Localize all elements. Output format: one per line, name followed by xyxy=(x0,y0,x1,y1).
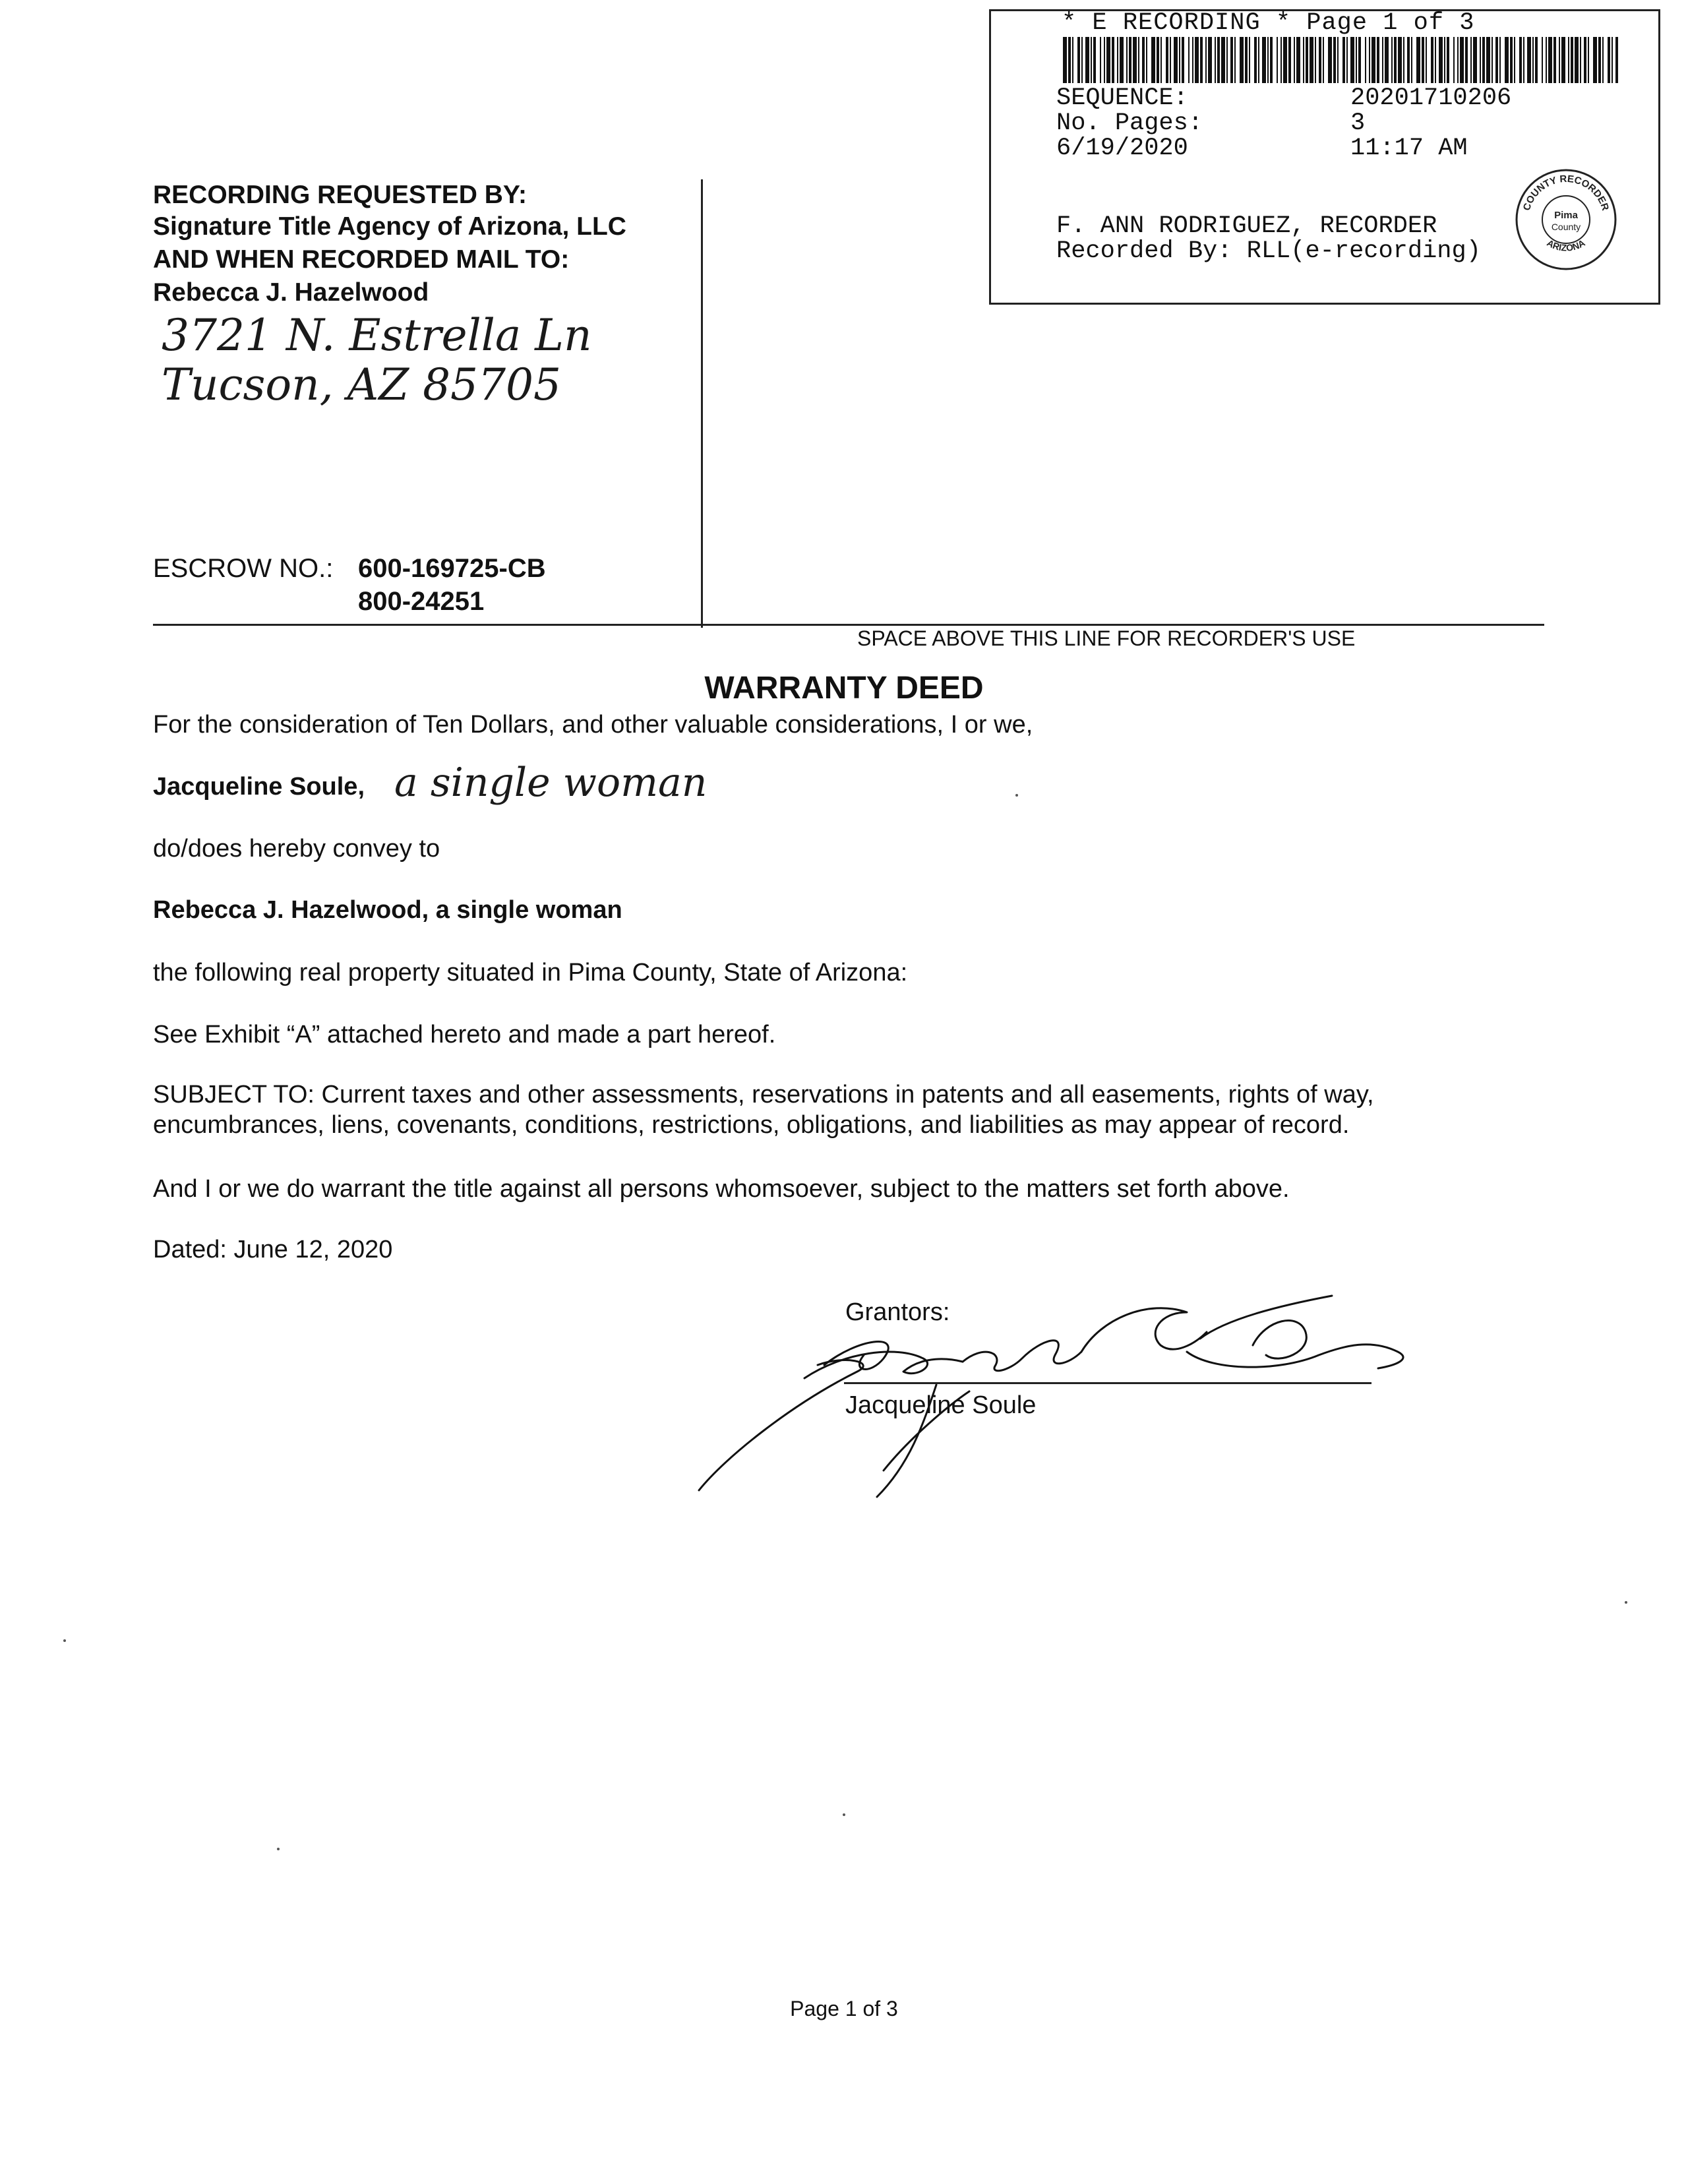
barcode-bar xyxy=(1470,37,1472,83)
barcode-bar xyxy=(1270,37,1273,83)
barcode-bar xyxy=(1608,37,1610,83)
barcode-bar xyxy=(1568,37,1569,83)
barcode-bar xyxy=(1559,37,1560,83)
barcode-bar xyxy=(1315,37,1316,83)
barcode-bar xyxy=(1091,37,1092,83)
stamp-recorded-by: Recorded By: RLL(e-recording) xyxy=(1056,237,1481,265)
barcode-bar xyxy=(1377,37,1379,83)
barcode-bar xyxy=(1157,37,1159,83)
barcode-bar xyxy=(1188,37,1190,83)
seal-center-line2: County xyxy=(1551,222,1581,232)
scan-speck xyxy=(277,1848,280,1850)
barcode-bar xyxy=(1505,37,1509,83)
exhibit-text: See Exhibit “A” attached hereto and made a part hereof. xyxy=(153,1021,776,1048)
seal-bottom-text: ARIZONA xyxy=(1545,237,1587,253)
barcode-bar xyxy=(1403,37,1404,83)
barcode-bar xyxy=(1077,37,1080,83)
handwritten-address-line1: 3721 N. Estrella Ln xyxy=(162,310,592,361)
barcode-bar xyxy=(1240,37,1244,83)
barcode-bar xyxy=(1465,37,1468,83)
barcode-bar xyxy=(1394,37,1397,83)
barcode-bar xyxy=(1358,37,1361,83)
dated-text: Dated: June 12, 2020 xyxy=(153,1236,393,1263)
barcode-bar xyxy=(1519,37,1522,83)
barcode-bar xyxy=(1068,37,1071,83)
barcode-bar xyxy=(1081,37,1083,83)
barcode-bar xyxy=(1166,37,1168,83)
barcode-bar xyxy=(1217,37,1220,83)
barcode-bar xyxy=(1593,37,1597,83)
barcode-bar xyxy=(1499,37,1501,83)
stamp-time: 11:17 AM xyxy=(1350,135,1468,162)
barcode-bar xyxy=(1106,37,1110,83)
barcode-bar xyxy=(1117,37,1118,83)
barcode-bar xyxy=(1283,37,1287,83)
barcode-bar xyxy=(1553,37,1556,83)
barcode-bar xyxy=(1296,37,1300,83)
seal-top-text: COUNTY RECORDER xyxy=(1521,173,1612,212)
barcode-bar xyxy=(1473,37,1477,83)
stamp-date: 6/19/2020 xyxy=(1056,135,1188,162)
barcode-bar xyxy=(1093,37,1096,83)
barcode-bar xyxy=(1342,37,1345,83)
barcode-bar xyxy=(1254,37,1257,83)
barcode-bar xyxy=(1588,37,1589,83)
property-text: the following real property situated in Pima County, State of Arizona: xyxy=(153,959,908,986)
barcode-bar xyxy=(1391,37,1393,83)
warrant-text: And I or we do warrant the title against all persons whomsoever, subject to the matters set forth above. xyxy=(153,1175,1290,1203)
barcode-bar xyxy=(1205,37,1207,83)
grantor-name xyxy=(153,772,365,802)
barcode-bar xyxy=(1365,37,1366,83)
barcode-bar xyxy=(1182,37,1184,83)
barcode-bar xyxy=(1319,37,1321,83)
barcode-bar xyxy=(1457,37,1459,83)
barcode-bar xyxy=(1407,37,1410,83)
barcode-bar xyxy=(1208,37,1212,83)
scan-speck xyxy=(63,1639,66,1642)
barcode-bar xyxy=(1085,37,1089,83)
barcode-bar xyxy=(1063,37,1067,83)
barcode-bar xyxy=(1226,37,1228,83)
barcode-bar xyxy=(1126,37,1128,83)
barcode-bar xyxy=(1245,37,1248,83)
escrow-number-2: 800-24251 xyxy=(358,587,485,616)
recorder-space-note: SPACE ABOVE THIS LINE FOR RECORDER'S USE xyxy=(857,626,1356,650)
barcode-bar xyxy=(1262,37,1266,83)
barcode-bar xyxy=(1411,37,1412,83)
barcode-bar xyxy=(1350,37,1354,83)
barcode-bar xyxy=(1416,37,1420,83)
page-number: Page 1 of 3 xyxy=(790,1997,898,2020)
barcode-bar xyxy=(1571,37,1573,83)
barcode-bar xyxy=(1447,37,1449,83)
barcode-bar xyxy=(1486,37,1490,83)
barcode-bar xyxy=(1382,37,1383,83)
barcode-bar xyxy=(1514,37,1515,83)
barcode-bar xyxy=(1422,37,1424,83)
barcode-bar xyxy=(1492,37,1493,83)
barcode-bar xyxy=(1333,37,1336,83)
barcode-bar xyxy=(1328,37,1332,83)
barcode-bar xyxy=(1431,37,1433,83)
barcode-bar xyxy=(1323,37,1324,83)
scan-speck xyxy=(1625,1601,1627,1604)
barcode xyxy=(1063,37,1618,83)
grantee-name: Rebecca J. Hazelwood, a single woman xyxy=(153,896,622,924)
barcode-bar xyxy=(1460,37,1464,83)
barcode-bar xyxy=(1444,37,1445,83)
stamp-sequence-label: SEQUENCE: xyxy=(1056,84,1188,112)
stamp-recorder: F. ANN RODRIGUEZ, RECORDER xyxy=(1056,212,1437,240)
barcode-bar xyxy=(1129,37,1131,83)
vertical-divider xyxy=(701,179,703,628)
barcode-bar xyxy=(1310,37,1313,83)
barcode-bar xyxy=(1356,37,1357,83)
grantor-printed-name: Jacqueline Soule xyxy=(845,1391,1037,1419)
stamp-header: * E RECORDING * Page 1 of 3 xyxy=(1062,9,1475,37)
grantor-name-text: Jacqueline Soule xyxy=(153,773,358,801)
barcode-bar xyxy=(1346,37,1348,83)
deed-title: WARRANTY DEED xyxy=(704,671,984,706)
barcode-bar xyxy=(1561,37,1565,83)
barcode-bar xyxy=(1174,37,1178,83)
barcode-bar xyxy=(1482,37,1485,83)
grantor-comma: , xyxy=(357,773,365,801)
stamp-sequence-value: 20201710206 xyxy=(1350,84,1512,112)
barcode-bar xyxy=(1230,37,1233,83)
scan-speck xyxy=(1015,794,1018,797)
barcode-bar xyxy=(1527,37,1531,83)
barcode-bar xyxy=(1612,37,1613,83)
barcode-bar xyxy=(1306,37,1308,83)
barcode-bar xyxy=(1542,37,1543,83)
barcode-bar xyxy=(1535,37,1538,83)
grantor-handwritten-status: a single woman xyxy=(394,760,708,806)
subject-to-line2: encumbrances, liens, covenants, conditions, restrictions, obligations, and liabilities as may appear of record. xyxy=(153,1111,1350,1139)
requested-by-agency: Signature Title Agency of Arizona, LLC xyxy=(153,212,626,241)
barcode-bar xyxy=(1532,37,1534,83)
barcode-bar xyxy=(1215,37,1216,83)
barcode-bar xyxy=(1142,37,1145,83)
barcode-bar xyxy=(1385,37,1389,83)
scan-speck xyxy=(843,1813,845,1816)
barcode-bar xyxy=(1151,37,1155,83)
barcode-bar xyxy=(1510,37,1513,83)
barcode-bar xyxy=(1170,37,1171,83)
barcode-bar xyxy=(1112,37,1114,83)
barcode-bar xyxy=(1104,37,1105,83)
handwritten-address-line2: Tucson, AZ 85705 xyxy=(162,359,562,410)
barcode-bar xyxy=(1584,37,1586,83)
escrow-label: ESCROW NO.: xyxy=(153,554,334,583)
convey-text: do/does hereby convey to xyxy=(153,835,440,863)
mail-to-label: AND WHEN RECORDED MAIL TO: xyxy=(153,245,570,274)
barcode-bar xyxy=(1281,37,1282,83)
consideration-text: For the consideration of Ten Dollars, and other valuable considerations, I or we, xyxy=(153,711,1033,739)
barcode-bar xyxy=(1133,37,1137,83)
barcode-bar xyxy=(1548,37,1552,83)
barcode-bar xyxy=(1288,37,1291,83)
barcode-bar xyxy=(1372,37,1375,83)
barcode-bar xyxy=(1546,37,1547,83)
mail-to-name: Rebecca J. Hazelwood xyxy=(153,278,429,307)
barcode-bar xyxy=(1337,37,1339,83)
recorder-space-rule xyxy=(153,624,1544,626)
stamp-pages-value: 3 xyxy=(1350,109,1366,137)
barcode-bar xyxy=(1221,37,1225,83)
county-seal xyxy=(1514,167,1618,272)
barcode-bar xyxy=(1615,37,1618,83)
grantor-signature xyxy=(686,1292,1451,1503)
barcode-bar xyxy=(1495,37,1498,83)
barcode-bar xyxy=(1580,37,1581,83)
seal-center-line1: Pima xyxy=(1554,210,1578,221)
barcode-bar xyxy=(1398,37,1402,83)
barcode-bar xyxy=(1146,37,1147,83)
barcode-bar xyxy=(1435,37,1436,83)
barcode-bar xyxy=(1426,37,1427,83)
barcode-bar xyxy=(1369,37,1370,83)
barcode-bar xyxy=(1249,37,1250,83)
barcode-bar xyxy=(1234,37,1236,83)
barcode-bar xyxy=(1072,37,1073,83)
requested-by-label: RECORDING REQUESTED BY: xyxy=(153,181,527,209)
escrow-number: 600-169725-CB xyxy=(358,554,546,583)
barcode-bar xyxy=(1160,37,1162,83)
barcode-bar xyxy=(1575,37,1579,83)
barcode-bar xyxy=(1480,37,1481,83)
barcode-bar xyxy=(1267,37,1269,83)
barcode-bar xyxy=(1294,37,1295,83)
barcode-bar xyxy=(1258,37,1259,83)
barcode-bar xyxy=(1602,37,1604,83)
barcode-bar xyxy=(1453,37,1455,83)
barcode-bar xyxy=(1277,37,1278,83)
barcode-bar xyxy=(1523,37,1524,83)
barcode-bar xyxy=(1179,37,1180,83)
barcode-bar xyxy=(1598,37,1601,83)
barcode-bar xyxy=(1120,37,1124,83)
barcode-bar xyxy=(1138,37,1139,83)
subject-to-line1: SUBJECT TO: Current taxes and other assessments, reservations in patents and all easements, rights of way, xyxy=(153,1081,1374,1108)
stamp-pages-label: No. Pages: xyxy=(1056,109,1203,137)
barcode-bar xyxy=(1303,37,1304,83)
barcode-bar xyxy=(1100,37,1101,83)
barcode-bar xyxy=(1192,37,1193,83)
barcode-bar xyxy=(1439,37,1443,83)
barcode-bar xyxy=(1195,37,1199,83)
barcode-bar xyxy=(1200,37,1203,83)
grantors-label: Grantors: xyxy=(845,1298,950,1326)
